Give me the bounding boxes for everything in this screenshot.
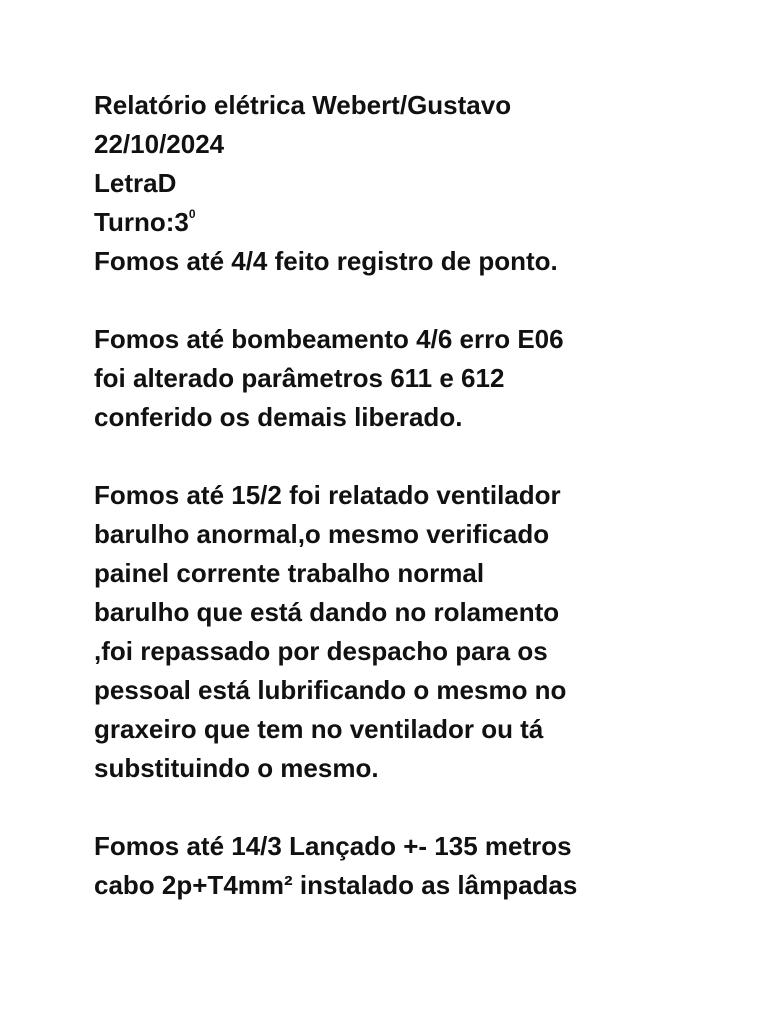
report-letter: LetraD [94, 168, 177, 198]
paragraph-3-line-2: barulho anormal,o mesmo verificado [94, 519, 550, 549]
paragraph-spacer [94, 788, 744, 827]
paragraph-spacer [94, 437, 744, 476]
report-shift [94, 203, 744, 242]
paragraph-2-line-3: conferido os demais liberado. [94, 402, 463, 432]
paragraph-3-line-3: painel corrente trabalho normal [94, 558, 485, 588]
shift-label: Turno:3 [94, 207, 189, 237]
paragraph-spacer [94, 281, 744, 320]
report-document [94, 86, 744, 905]
paragraph-4-line-2: cabo 2p+T4mm² instalado as lâmpadas [94, 870, 578, 900]
paragraph-2-line-1: Fomos até bombeamento 4/6 erro E06 [94, 324, 564, 354]
paragraph-3-line-6: pessoal está lubrificando o mesmo no [94, 675, 567, 705]
paragraph-3-line-7: graxeiro que tem no ventilador ou tá [94, 714, 544, 744]
paragraph-1-line-1: Fomos até 4/4 feito registro de ponto. [94, 246, 558, 276]
paragraph-3-line-4: barulho que está dando no rolamento [94, 597, 560, 627]
paragraph-3-line-5: ,foi repassado por despacho para os [94, 636, 548, 666]
paragraph-4-line-1: Fomos até 14/3 Lançado +- 135 metros [94, 831, 572, 861]
report-title: Relatório elétrica Webert/Gustavo [94, 90, 512, 120]
report-date: 22/10/2024 [94, 129, 225, 159]
shift-superscript: 0 [188, 207, 196, 221]
paragraph-2-line-2: foi alterado parâmetros 611 e 612 [94, 363, 505, 393]
paragraph-3-line-1: Fomos até 15/2 foi relatado ventilador [94, 480, 561, 510]
paragraph-3-line-8: substituindo o mesmo. [94, 753, 379, 783]
